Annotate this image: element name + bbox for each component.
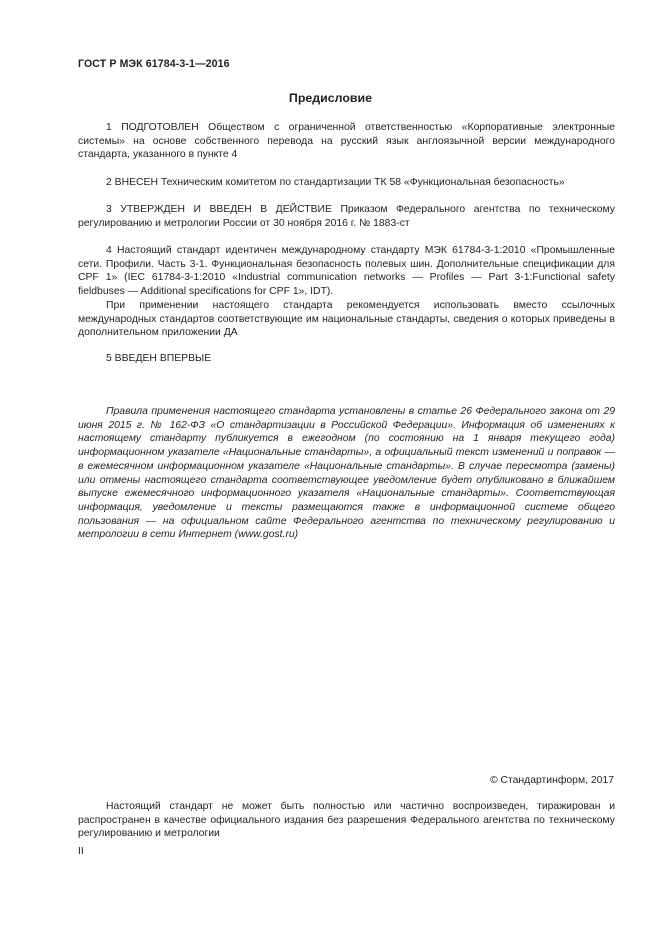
rules-notice-text: Правила применения настоящего стандарта установлены в статье 26 Федерального закона от 29 июня 2015 г. № 162-ФЗ «О стандартизации в Российской Федерации». Информация об изменениях к настоящему стандарту публикуется в ежегодном (по состоянию на 1 января текущего года) информационном указателе «Национальные стандарты», а официальный текст изменений и поправок — в ежемесячном информационном указателе «Национальные стандарты». В случае пересмотра (замены) или отмены настоящего стандарта соответствующее уведомление будет опубликовано в ближайшем выпуске ежемесячного информационного указателя «Национальные стандарты». Соответствующая информация, уведомление и тексты размещаются также в информационной системе общего пользования — на официальном сайте Федерального агентства по техническому регулированию и метрологии в сети Интернет (www.gost.ru) bbox=[78, 406, 615, 541]
item-4-text: 4 Настоящий стандарт идентичен международному стандарту МЭК 61784-3-1:2010 «Промышленные сети. Профили. Часть 3-1. Функциональная безопасность полевых шин. Дополнительные спецификации для CPF 1» (IEC 61784-3-1:2010 «Industrial communication networks — Profiles — Part 3-1:Functional safety fieldbuses — Additional specifications for CPF 1», IDT). bbox=[78, 245, 615, 298]
reproduction-notice-text: Настоящий стандарт не может быть полностью или частично воспроизведен, тиражирован и распространен в качестве официального издания без разрешения Федерального агентства по техническому регулированию и метрологии bbox=[78, 801, 615, 840]
item-2 bbox=[78, 176, 615, 190]
page-title: Предисловие bbox=[288, 91, 373, 105]
item-5-text: 5 ВВЕДЕН ВПЕРВЫЕ bbox=[106, 353, 212, 364]
document-header: ГОСТ Р МЭК 61784-3-1—2016 bbox=[78, 58, 230, 70]
item-4 bbox=[78, 244, 615, 340]
item-3-text: 3 УТВЕРЖДЕН И ВВЕДЕН В ДЕЙСТВИЕ Приказом Федерального агентства по техническому регулированию и метрологии России от 30 ноября 2016 г. № 1883-ст bbox=[78, 204, 615, 229]
item-3 bbox=[78, 203, 615, 230]
copyright: © Стандартинформ, 2017 bbox=[489, 775, 614, 786]
reproduction-notice bbox=[78, 800, 615, 841]
item-1-text: 1 ПОДГОТОВЛЕН Обществом с ограниченной ответственностью «Корпоративные электронные системы» на основе собственного перевода на русский язык англоязычной версии международного стандарта, указанного в пункте 4 bbox=[78, 122, 615, 161]
rules-notice bbox=[78, 405, 615, 542]
item-5 bbox=[78, 352, 615, 366]
item-4-note: При применении настоящего стандарта рекомендуется использовать вместо ссылочных международных стандартов соответствующие им национальные стандарты, сведения о которых приведены в дополнительном приложении ДА bbox=[78, 299, 615, 339]
item-1 bbox=[78, 121, 615, 162]
page-number: II bbox=[78, 846, 84, 857]
item-2-text: 2 ВНЕСЕН Техническим комитетом по стандартизации ТК 58 «Функциональная безопасность» bbox=[106, 177, 565, 188]
